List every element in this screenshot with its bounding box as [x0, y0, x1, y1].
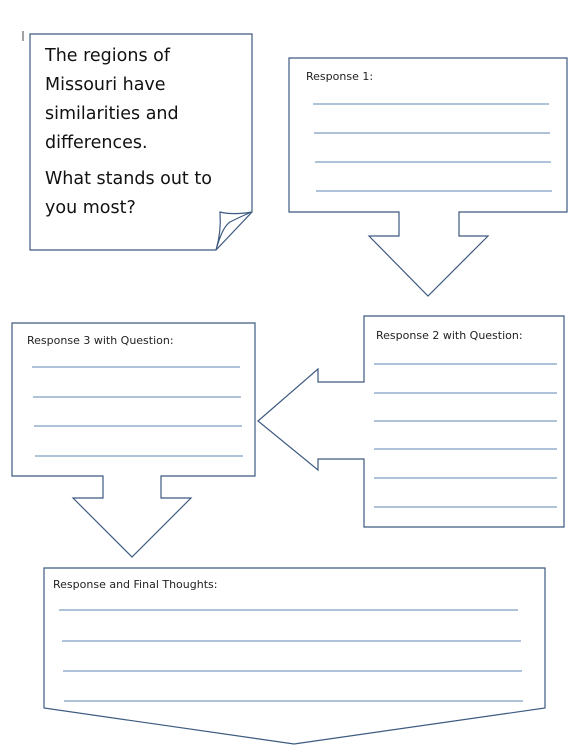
response-2-label: Response 2 with Question:	[376, 329, 523, 342]
response-1-shape	[289, 58, 567, 296]
final-thoughts-callout	[44, 568, 545, 744]
response-3-callout	[12, 323, 255, 557]
prompt-line-1: The regions of	[45, 46, 171, 66]
prompt-note	[30, 34, 252, 250]
final-thoughts-shape	[44, 568, 545, 744]
response-1-label: Response 1:	[306, 70, 374, 83]
response-1-callout	[289, 58, 567, 296]
response-3-shape	[12, 323, 255, 557]
final-thoughts-label: Response and Final Thoughts:	[53, 578, 218, 591]
response-3-label: Response 3 with Question:	[27, 334, 174, 347]
response-2-callout	[258, 316, 564, 527]
prompt-line-2: Missouri have	[45, 75, 166, 95]
prompt-line-4: differences.	[45, 133, 148, 153]
prompt-line-6: you most?	[45, 198, 136, 218]
prompt-line-5: What stands out to	[45, 169, 212, 189]
prompt-line-3: similarities and	[45, 104, 179, 124]
